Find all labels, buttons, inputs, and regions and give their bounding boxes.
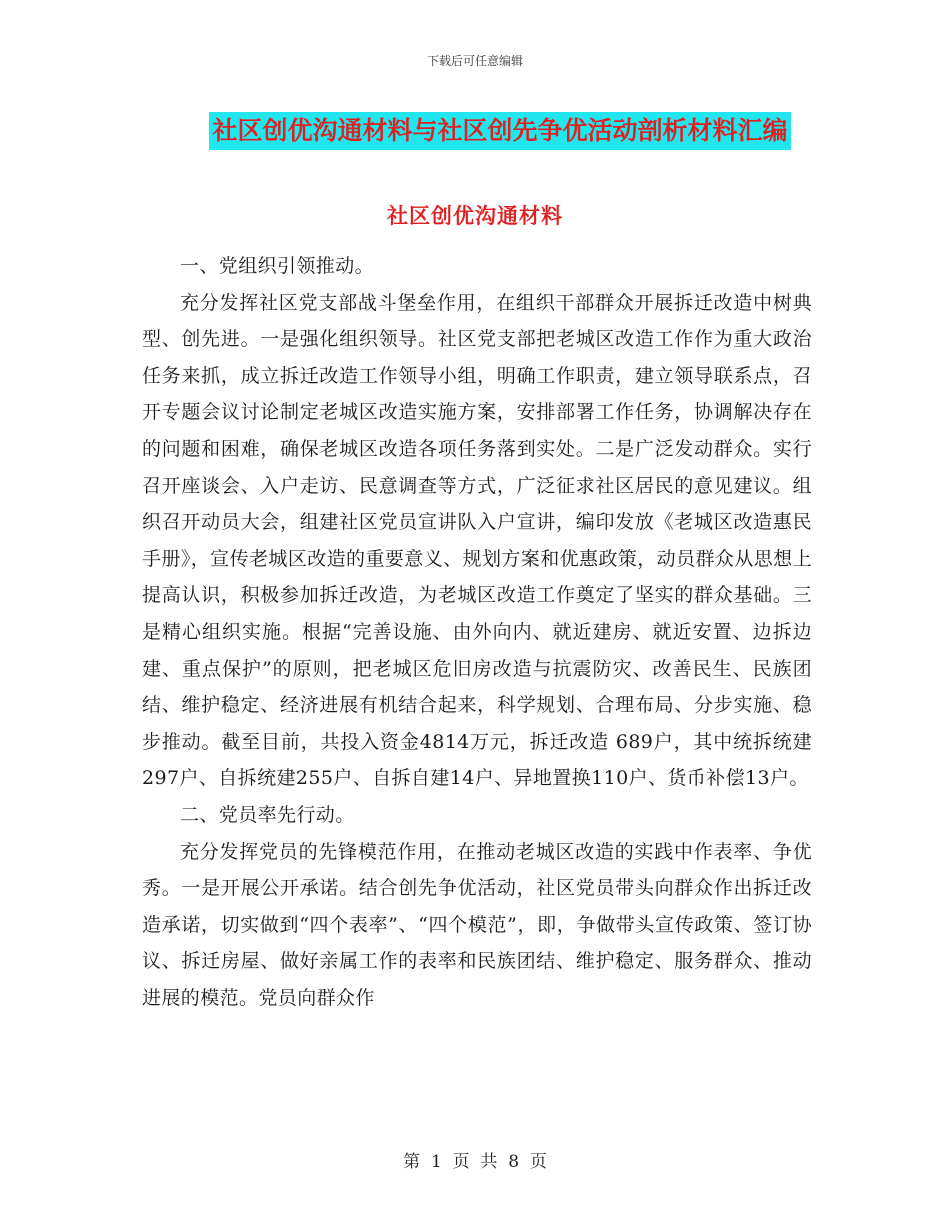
paragraph: 充分发挥社区党支部战斗堡垒作用，在组织干部群众开展拆迁改造中树典型、创先进。一是强化组织领导。社区党支部把老城区改造工作作为重大政治任务来抓，成立拆迁改造工作领导小组，明确工作职责，建立领导联系点，召开专题会议讨论制定老城区改造实施方案，安排部署工作任务，协调解决存在的问题和困难，确保老城区改造各项任务落到实处。二是广泛发动群众。实行召开座谈会、入户走访、民意调查等方式，广泛征求社区居民的意见建议。组织召开动员大会，组建社区党员宣讲队入户宣讲，编印发放《老城区改造惠民手册》，宣传老城区改造的重要意义、规划方案和优惠政策，动员群众从思想上提高认识，积极参加拆迁改造，为老城区改造工作奠定了坚实的群众基础。三是精心组织实施。根据“完善设施、由外向内、就近建房、就近安置、边拆边建、重点保护”的原则，把老城区危旧房改造与抗震防灾、改善民生、民族团结、维护稳定、经济进展有机结合起来，科学规划、合理布局、分步实施、稳步推动。截至目前，共投入资金4814万元，拆迁改造 689户，其中统拆统建297户、自拆统建255户、自拆自建14户、异地置换110户、货币补偿13户。 — [142, 291, 812, 790]
document-title: 社区创优沟通材料与社区创先争优活动剖析材料汇编 — [209, 112, 790, 150]
page-number: 第 1 页 共 8 页 — [403, 1152, 547, 1172]
document-title-wrap — [190, 112, 810, 150]
paragraph-heading-1: 一、党组织引领推动。 — [180, 255, 375, 277]
section-title: 社区创优沟通材料 — [387, 203, 563, 228]
paragraph-heading-2: 二、党员率先行动。 — [180, 803, 355, 826]
page-header-note: 下载后可任意编辑 — [426, 54, 523, 68]
document-body — [142, 248, 812, 1016]
paragraph: 充分发挥党员的先锋模范作用，在推动老城区改造的实践中作表率、争优秀。一是开展公开承诺。结合创先争优活动，社区党员带头向群众作出拆迁改造承诺，切实做到“四个表率”、“四个模范”，即，争做带头宣传政策、签订协议、拆迁房屋、做好亲属工作的表率和民族团结、维护稳定、服务群众、推动进展的模范。党员向群众作 — [142, 840, 812, 1009]
